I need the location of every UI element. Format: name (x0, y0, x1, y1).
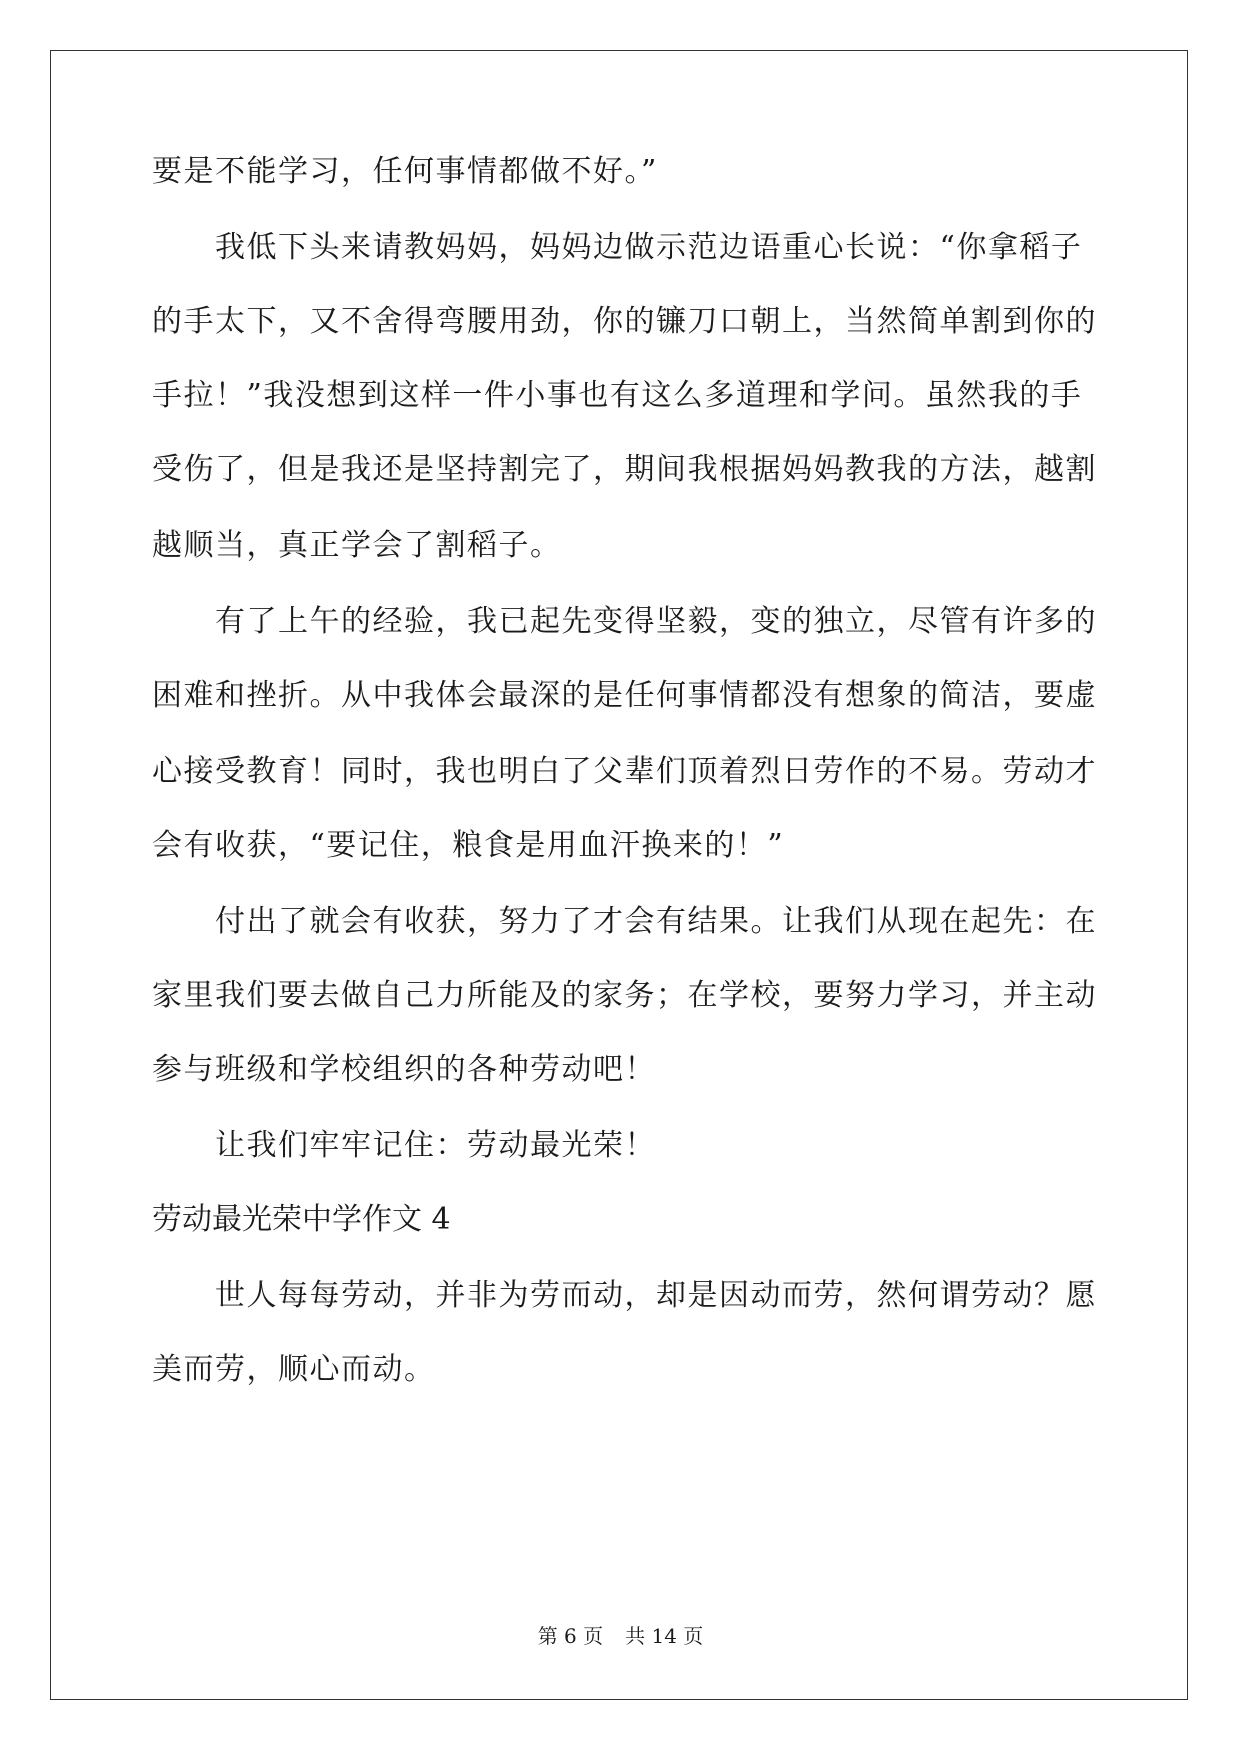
text-line: 越顺当，真正学会了割稻子。 (152, 528, 562, 563)
page-footer (0, 1624, 1241, 1648)
paragraph-start-line: 世人每每劳动，并非为劳而动，却是因动而劳，然何谓劳动？愿 (215, 1278, 1097, 1313)
text-line: 手拉！”我没想到这样一件小事也有这么多道理和学问。虽然我的手 (152, 378, 1083, 413)
text-line: 美而劳，顺心而动。 (152, 1352, 436, 1387)
section-heading: 劳动最光荣中学作文 4 (152, 1202, 451, 1237)
paragraph-start-line: 我低下头来请教妈妈，妈妈边做示范边语重心长说：“你拿稻子 (215, 230, 1083, 265)
page-number: 第 6 页 (537, 1624, 604, 1648)
text-line: 要是不能学习，任何事情都做不好。” (152, 154, 658, 189)
text-line: 家里我们要去做自己力所能及的家务；在学校，要努力学习，并主动 (152, 978, 1097, 1013)
text-line: 会有收获，“要记住，粮食是用血汗换来的！” (152, 828, 785, 863)
text-line: 心接受教育！同时，我也明白了父辈们顶着烈日劳作的不易。劳动才 (152, 754, 1097, 789)
paragraph-start-line: 付出了就会有收获，努力了才会有结果。让我们从现在起先：在 (215, 904, 1097, 939)
text-line: 参与班级和学校组织的各种劳动吧！ (152, 1052, 656, 1087)
text-line: 困难和挫折。从中我体会最深的是任何事情都没有想象的简洁，要虚 (152, 678, 1097, 713)
paragraph-start-line: 让我们牢牢记住：劳动最光荣！ (215, 1128, 656, 1163)
text-line: 的手太下，又不舍得弯腰用劲，你的镰刀口朝上，当然简单割到你的 (152, 304, 1097, 339)
page-total: 共 14 页 (625, 1624, 704, 1648)
text-line: 受伤了，但是我还是坚持割完了，期间我根据妈妈教我的方法，越割 (152, 452, 1097, 487)
page-border (50, 50, 1188, 1700)
paragraph-start-line: 有了上午的经验，我已起先变得坚毅，变的独立，尽管有许多的 (215, 604, 1097, 639)
